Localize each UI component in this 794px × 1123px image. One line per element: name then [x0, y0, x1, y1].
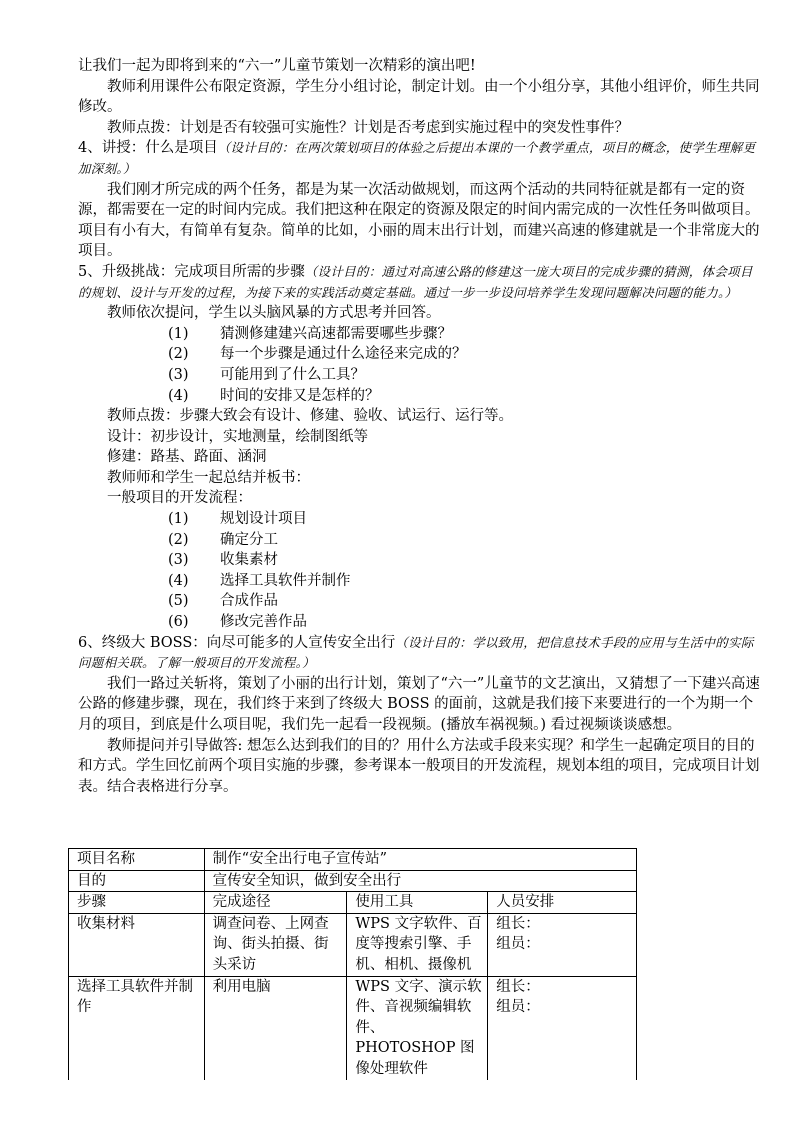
project-plan-table [68, 848, 637, 1102]
paragraph: 教师点拨：步骤大致会有设计、修建、验收、试运行、运行等。 [107, 408, 513, 425]
table-cell: 利用电脑 [204, 976, 347, 1080]
table-cell: 选择工具软件并制作 [69, 976, 205, 1080]
list-item: (4) 时间的安排又是怎样的？ [168, 387, 380, 404]
table-cell: 项目名称 [69, 849, 205, 871]
list-item: (2) 每一个步骤是通过什么途径来完成的？ [168, 346, 467, 363]
design-note: （设计目的：通过对高速公路的修建这一庞大项目的完成步骤的猜测，体会项目的规划、设计与开发的过程，为接下来的实践活动奠定基础。通过一步一步设问培养学生发现问题解决问题的能力。） [78, 263, 753, 300]
table-cell: 调查问卷、上网查询、街头拍摄、街头采访 [204, 913, 347, 976]
design-note: （设计目的：在两次策划项目的体验之后提出本课的一个教学重点，项目的概念，使学生理解更加深刻。） [78, 140, 756, 176]
question-list [78, 324, 760, 406]
table-cell: 目的 [69, 870, 205, 892]
section-5 [78, 262, 760, 303]
list-item: (3) 收集素材 [168, 552, 278, 569]
column-header: 步骤 [69, 892, 205, 914]
paragraph: 我们刚才所完成的两个任务，都是为某一次活动做规划，而这两个活动的共同特征就是都有一定的资源，都需要在一定的时间内完成。我们把这种在限定的资源及限定的时间内需完成的一次性任务叫做项目。项目有小有大，有简单有复杂。简单的比如，小丽的周末出行计划，而建兴高速的修建就是一个非常庞大的项目。 [78, 181, 760, 260]
column-header: 人员安排 [488, 892, 637, 914]
table-cell: 宣传安全知识，做到安全出行 [204, 870, 636, 892]
list-item: (2) 确定分工 [168, 531, 278, 548]
paragraph: 修建：路基、路面、涵洞 [107, 449, 267, 466]
table-cell: WPS 文字、演示软件、音视频编辑软件、PHOTOSHOP 图像处理软件 [347, 976, 488, 1080]
table-cell: 制作“安全出行电子宣传站” [204, 849, 636, 871]
section-heading: 5、升级挑战：完成项目所需的步骤 [78, 263, 305, 280]
section-heading: 4、讲授：什么是项目 [78, 140, 218, 157]
list-item: (1) 猜测修建建兴高速都需要哪些步骤？ [168, 325, 452, 342]
paragraph: 设计：初步设计，实地测量，绘制图纸等 [107, 428, 368, 445]
table-cell: 收集材料 [69, 913, 205, 976]
table-row [69, 849, 637, 871]
intro-line: 让我们一起为即将到来的“六一”儿童节策划一次精彩的演出吧! [78, 58, 476, 74]
list-item: (3) 可能用到了什么工具？ [168, 366, 365, 383]
section-heading: 6、终级大 BOSS：向尽可能多的人宣传安全出行 [78, 634, 396, 651]
table-cell: WPS 文字软件、百度等搜索引擎、手机、相机、摄像机 [347, 913, 488, 976]
table-cell: 组长： 组员： [488, 913, 637, 976]
list-item: (4) 选择工具软件并制作 [168, 572, 351, 589]
section-6 [78, 633, 760, 674]
table-row [69, 870, 637, 892]
paragraph: 教师点拨：计划是否有较强可实施性？计划是否考虑到实施过程中的突发性事件？ [107, 119, 629, 136]
paragraph: 教师师和学生一起总结并板书： [107, 469, 310, 486]
flow-list [78, 509, 760, 633]
list-item: (6) 修改完善作品 [168, 614, 307, 631]
list-item: (1) 规划设计项目 [168, 511, 307, 528]
section-4 [78, 138, 760, 179]
paragraph: 一般项目的开发流程： [107, 490, 252, 507]
paragraph: 教师依次提问，学生以头脑风暴的方式思考并回答。 [107, 305, 441, 322]
table-cell: 组长： 组员： [488, 976, 637, 1080]
table-header-row [69, 892, 637, 914]
paragraph: 教师提问并引导做答: 想怎么达到我们的目的？用什么方法或手段来实现？和学生一起确定项目的目的和方式。学生回忆前两个项目实施的步骤，参考课本一般项目的开发流程，规划本组的项目，完成项目计划表。结合表格进行分享。 [78, 737, 760, 795]
list-item: (5) 合成作品 [168, 593, 278, 610]
column-header: 完成途径 [204, 892, 347, 914]
page-bottom-margin [0, 1080, 794, 1123]
paragraph: 教师利用课件公布限定资源，学生分小组讨论，制定计划。由一个小组分享，其他小组评价，师生共同修改。 [78, 78, 760, 116]
table-row [69, 976, 637, 1080]
column-header: 使用工具 [347, 892, 488, 914]
lesson-document [78, 56, 760, 797]
design-note: （设计目的：学以致用，把信息技术手段的应用与生活中的实际问题相关联。了解一般项目的开发流程。） [78, 634, 754, 671]
paragraph: 我们一路过关斩将，策划了小丽的出行计划，策划了“六一”儿童节的文艺演出，又猜想了一下建兴高速公路的修建步骤，现在，我们终于来到了终级大 BOSS 的面前，这就是我们接下来要进行的一个为期一个月的项目，到底是什么项目呢，我们先一起看一段视频。(播放车祸视频。) 看过视频谈谈感想。 [78, 675, 760, 733]
table-row [69, 913, 637, 976]
